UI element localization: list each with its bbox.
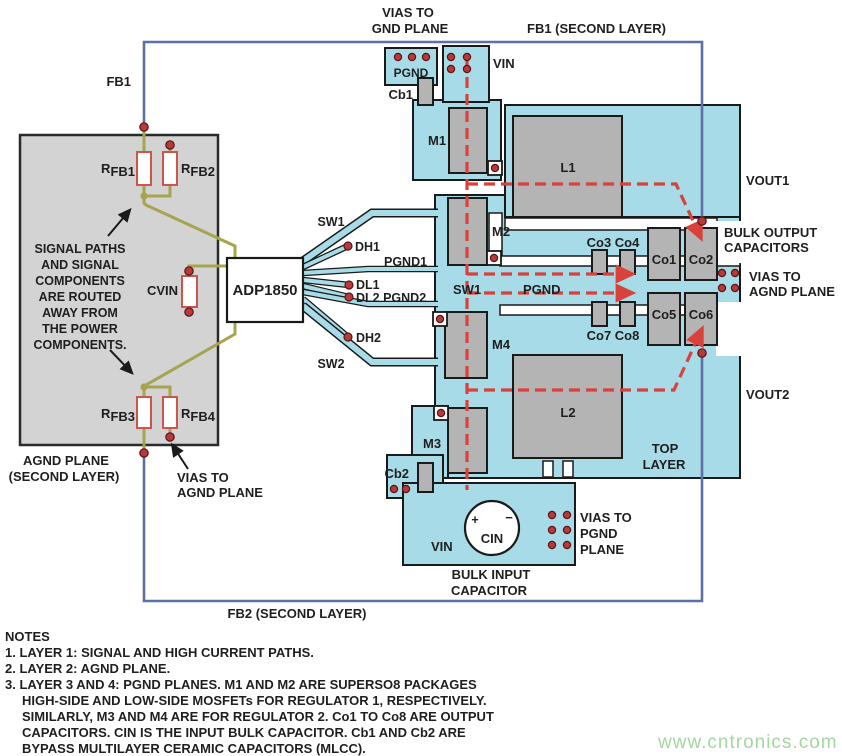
top-layer-label-2: LAYER	[642, 457, 686, 472]
fb2-layer-label: FB2 (SECOND LAYER)	[227, 606, 367, 621]
rfb1-label: RFB1	[101, 161, 135, 179]
vias-agnd-right-label-2: AGND PLANE	[749, 284, 835, 299]
bulk-input-label-2: CAPACITOR	[450, 583, 528, 598]
signal-note-line-1: SIGNAL PATHS	[34, 242, 126, 256]
signal-note-line-5: AWAY FROM	[42, 306, 118, 320]
junction-dot-top	[140, 192, 147, 199]
co6-label: Co6	[688, 307, 714, 322]
co1-label: Co1	[651, 252, 677, 267]
vias-gnd-plane-label-1: VIAS TO	[382, 5, 434, 20]
l2-label: L2	[560, 405, 576, 420]
pgnd1-pin-label: PGND1	[384, 255, 428, 269]
adp1850-label: ADP1850	[232, 282, 298, 299]
signal-note-line-6: THE POWER	[42, 322, 118, 336]
watermark: www.cntronics.com	[658, 732, 838, 753]
agnd-plane-label-2: (SECOND LAYER)	[8, 469, 120, 484]
sw1-pin-label: SW1	[317, 215, 345, 229]
cap-co4	[620, 250, 635, 274]
notes-line-5: SIMILARLY, M3 AND M4 ARE FOR REGULATOR 2. Co1 TO Co8 ARE OUTPUT	[22, 709, 494, 724]
cb2-label: Cb2	[384, 466, 409, 481]
signal-note-line-3: COMPONENTS	[35, 274, 125, 288]
notes-line-7: BYPASS MULTILAYER CERAMIC CAPACITORS (MLCC).	[22, 741, 366, 756]
vias-gnd-plane-label-2: GND PLANE	[371, 21, 449, 36]
co7-co8-label: Co7 Co8	[586, 328, 640, 343]
dh2-pin-label: DH2	[356, 331, 382, 345]
co2-label: Co2	[688, 252, 714, 267]
vias-agnd-left-label-1: VIAS TO	[177, 470, 229, 485]
m2-label: M2	[492, 224, 511, 239]
cap-co8	[620, 302, 635, 326]
signal-note-line-2: AND SIGNAL	[41, 258, 119, 272]
co5-label: Co5	[651, 307, 677, 322]
l1-label: L1	[560, 160, 576, 175]
vias-agnd-right-label-1: VIAS TO	[749, 269, 801, 284]
capacitor-cvin	[182, 276, 197, 307]
vias-agnd-left-label-2: AGND PLANE	[177, 485, 263, 500]
slot-under-l2-a	[543, 461, 553, 477]
rfb3-label: RFB3	[101, 406, 135, 424]
notes-line-3: 3. LAYER 3 AND 4: PGND PLANES. M1 AND M2 ARE SUPERSO8 PACKAGES	[5, 677, 477, 692]
vias-pgnd-label-2: PGND	[580, 526, 618, 541]
fb1-label: FB1	[106, 74, 131, 89]
dl2-pgnd2-pin-label: DL2 PGND2	[356, 291, 427, 305]
cin-plus-label: +	[471, 513, 479, 527]
rfb2-label: RFB2	[181, 161, 215, 179]
bulk-output-label-1: BULK OUTPUT	[724, 225, 818, 240]
vin-top-label: VIN	[493, 56, 515, 71]
cb1-label: Cb1	[388, 87, 413, 102]
pgnd-top-label: PGND	[393, 66, 429, 80]
agnd-plane-label-1: AGND PLANE	[23, 453, 109, 468]
resistor-rfb1	[137, 152, 151, 185]
notch-co6	[716, 302, 744, 356]
resistor-rfb2	[163, 152, 177, 185]
vout1-label: VOUT1	[746, 173, 790, 188]
notes-line-6: CAPACITORS. CIN IS THE INPUT BULK CAPACITOR. Cb1 AND Cb2 ARE	[22, 725, 466, 740]
cap-cb2	[418, 463, 433, 492]
vin-bottom-label: VIN	[431, 539, 453, 554]
resistor-rfb4	[163, 397, 177, 428]
slot-under-l2-b	[563, 461, 573, 477]
top-layer-label-1: TOP	[651, 441, 679, 456]
rfb4-label: RFB4	[181, 406, 215, 424]
fb1-layer-label: FB1 (SECOND LAYER)	[527, 21, 666, 36]
sw2-pin-label: SW2	[317, 357, 345, 371]
junction-dot-bottom	[140, 383, 147, 390]
m1-label: M1	[428, 133, 447, 148]
vias-pgnd-label-3: PLANE	[580, 542, 625, 557]
m3-label: M3	[423, 436, 442, 451]
signal-note-line-7: COMPONENTS.	[33, 338, 127, 352]
dl1-pin-label: DL1	[356, 278, 380, 292]
bulk-input-label-1: BULK INPUT	[451, 567, 531, 582]
signal-note-line-4: ARE ROUTED	[38, 290, 122, 304]
dh1-pin-label: DH1	[355, 240, 381, 254]
notes-line-2: 2. LAYER 2: AGND PLANE.	[5, 661, 171, 676]
notes-title: NOTES	[5, 629, 50, 644]
cvin-label: CVIN	[146, 283, 178, 298]
bulk-output-label-2: CAPACITORS	[724, 240, 809, 255]
cin-minus-label: −	[505, 510, 513, 525]
vout2-label: VOUT2	[746, 387, 790, 402]
resistor-rfb3	[137, 397, 151, 428]
vias-pgnd-label-1: VIAS TO	[580, 510, 632, 525]
notes-line-4: HIGH-SIDE AND LOW-SIDE MOSFETs FOR REGULATOR 1, RESPECTIVELY.	[22, 693, 487, 708]
notes-line-1: 1. LAYER 1: SIGNAL AND HIGH CURRENT PATHS.	[5, 645, 314, 660]
pgnd-node-label: PGND	[523, 282, 561, 297]
cin-label: CIN	[480, 531, 504, 546]
co3-co4-label: Co3 Co4	[586, 235, 640, 250]
cap-co7	[592, 302, 607, 326]
sw1-node-label: SW1	[453, 282, 482, 297]
cap-co3	[592, 250, 607, 274]
cap-cb1	[418, 78, 433, 105]
m4-label: M4	[492, 337, 511, 352]
